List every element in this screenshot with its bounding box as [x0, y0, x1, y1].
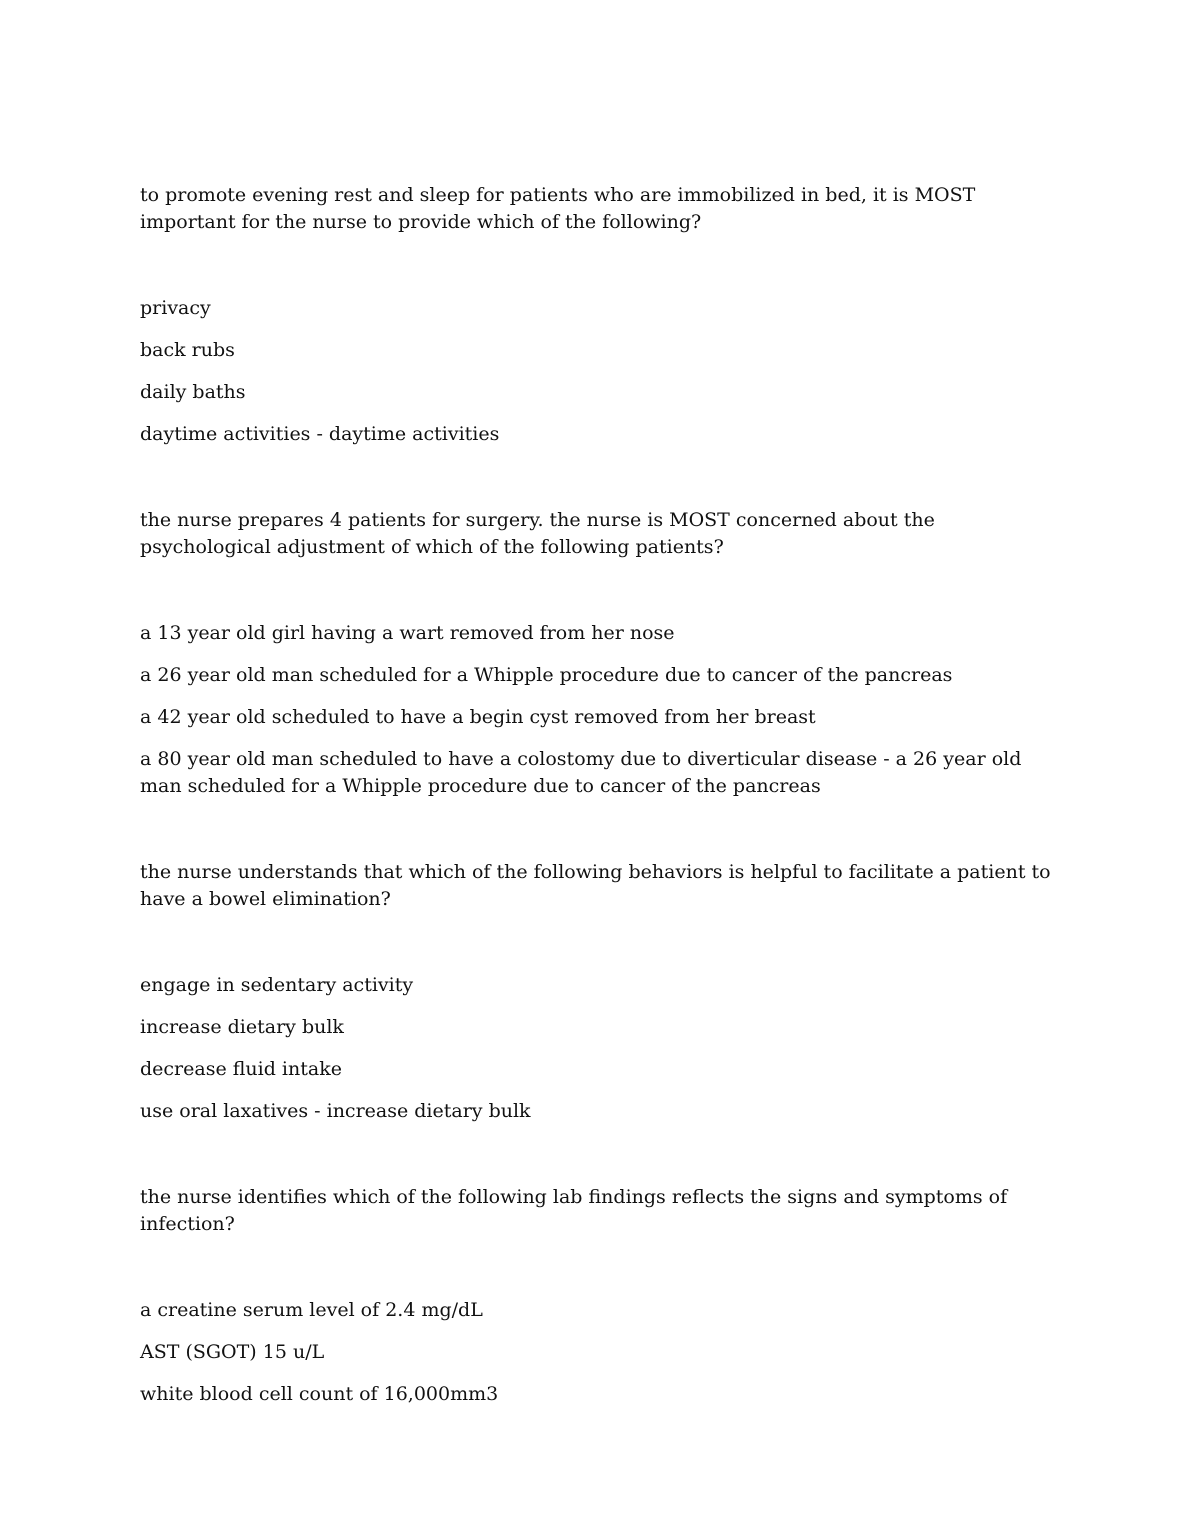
question-text: the nurse understands that which of the following behaviors is helpful to facilitate a patient to have a bowel elimination?: [140, 861, 1051, 910]
answer-option: white blood cell count of 16,000mm3: [140, 1383, 499, 1405]
question-text: the nurse identifies which of the following lab findings reflects the signs and symptoms of infection?: [140, 1186, 1008, 1235]
question-block-3: [140, 859, 1060, 1125]
answer-options: [140, 295, 1060, 448]
answer-option: back rubs: [140, 339, 235, 361]
question-text: to promote evening rest and sleep for patients who are immobilized in bed, it is MOST important for the nurse to provide which of the following?: [140, 184, 976, 233]
answer-option: use oral laxatives - increase dietary bulk: [140, 1100, 531, 1122]
question-block-4: [140, 1184, 1060, 1408]
question-block-2: [140, 507, 1060, 800]
answer-option: engage in sedentary activity: [140, 974, 414, 996]
answer-option: a 42 year old scheduled to have a begin cyst removed from her breast: [140, 706, 816, 728]
answer-option: decrease fluid intake: [140, 1058, 342, 1080]
answer-options: [140, 1297, 1060, 1408]
answer-options: [140, 972, 1060, 1125]
answer-option: privacy: [140, 297, 211, 319]
answer-option: a 26 year old man scheduled for a Whipple procedure due to cancer of the pancreas: [140, 664, 953, 686]
answer-option: daily baths: [140, 381, 246, 403]
answer-options: [140, 620, 1060, 800]
answer-option: a creatine serum level of 2.4 mg/dL: [140, 1299, 483, 1321]
answer-option: increase dietary bulk: [140, 1016, 344, 1038]
answer-option: daytime activities - daytime activities: [140, 423, 500, 445]
question-block-1: [140, 182, 1060, 448]
answer-option: AST (SGOT) 15 u/L: [140, 1341, 325, 1363]
question-text: the nurse prepares 4 patients for surgery. the nurse is MOST concerned about the psychological adjustment of which of the following patients?: [140, 509, 935, 558]
document-content: [140, 182, 1060, 1467]
answer-option: a 13 year old girl having a wart removed from her nose: [140, 622, 675, 644]
answer-option: a 80 year old man scheduled to have a colostomy due to diverticular disease - a 26 year old man scheduled for a Whipple procedure due to cancer of the pancreas: [140, 748, 1022, 797]
